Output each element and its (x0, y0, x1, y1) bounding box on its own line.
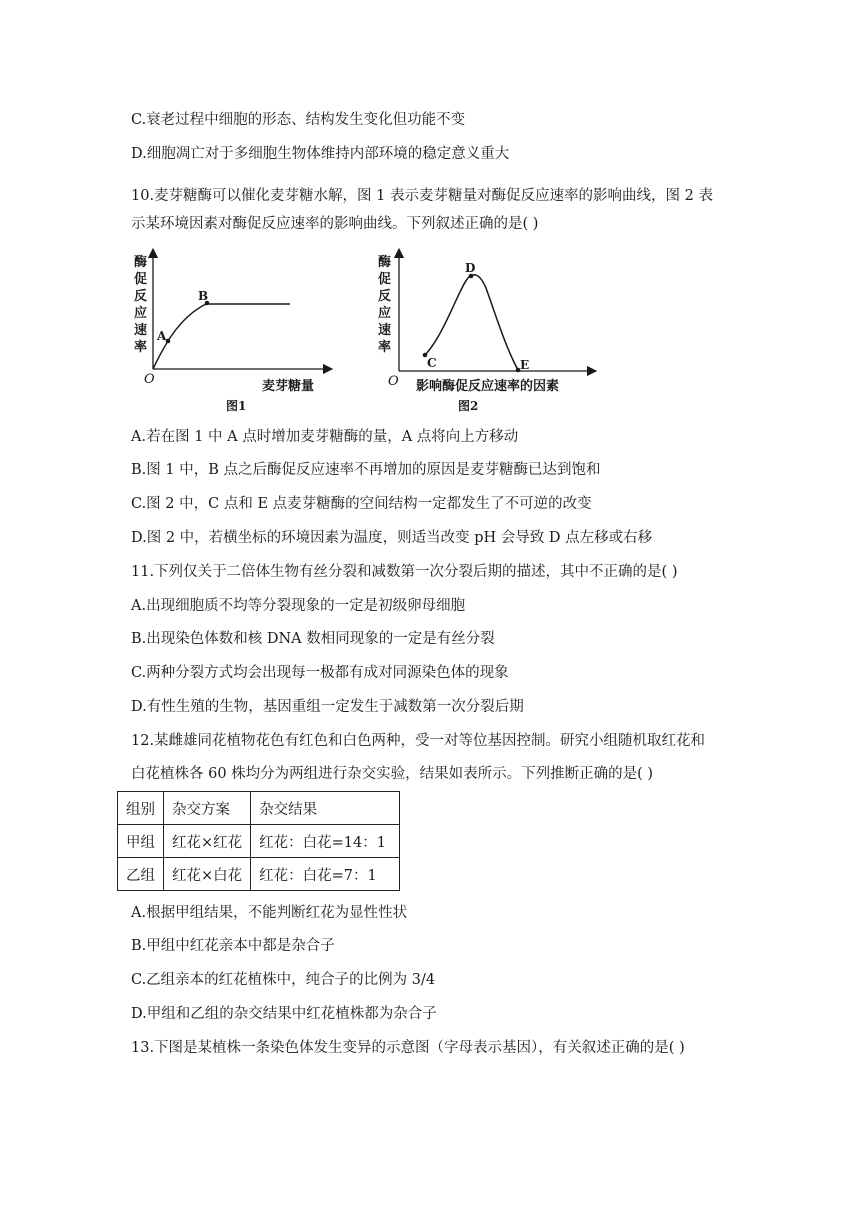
q10-option-a: A.若在图 1 中 A 点时增加麦芽糖酶的量，A 点将向上方移动 (131, 429, 519, 445)
fig1-origin: O (144, 372, 155, 387)
table-row (118, 858, 400, 891)
q11-option-b: B.出现染色体数和核 DNA 数相同现象的一定是有丝分裂 (131, 631, 495, 647)
table-header-row (118, 792, 400, 825)
fig2-x-axis-label: 影响酶促反应速率的因素 (416, 379, 560, 394)
table-cell: 乙组 (118, 858, 164, 891)
q10-option-c: C.图 2 中，C 点和 E 点麦芽糖酶的空间结构一定都发生了不可逆的改变 (131, 496, 592, 512)
fig2-curve (424, 275, 518, 370)
fig1-caption: 图1 (226, 399, 247, 413)
figure-2 (374, 248, 609, 418)
fig1-x-axis-label: 麦芽糖量 (262, 379, 315, 394)
fig1-y-axis-label (134, 254, 147, 355)
table-header-cell: 组别 (118, 792, 164, 825)
fig2-ylabel-char: 速 (378, 323, 392, 338)
table-row (118, 825, 400, 858)
cross-results-table (117, 791, 400, 891)
fig1-ylabel-char: 促 (134, 272, 148, 287)
table-cell: 红花×白花 (164, 858, 251, 891)
fig1-label-b: B (198, 289, 209, 303)
table-cell: 红花：白花=14：1 (251, 825, 400, 858)
q10-option-d: D.图 2 中，若横坐标的环境因素为温度，则适当改变 pH 会导致 D 点左移或右移 (131, 530, 653, 546)
fig2-ylabel-char: 酶 (378, 255, 392, 270)
fig2-ylabel-char: 反 (378, 289, 392, 304)
q12-stem-line1: 12.某雌雄同花植物花色有红色和白色两种，受一对等位基因控制。研究小组随机取红花和 (131, 733, 706, 749)
fig2-label-c: C (427, 356, 437, 370)
fig2-label-e: E (520, 358, 530, 372)
q13-stem: 13.下图是某植株一条染色体发生变异的示意图（字母表示基因），有关叙述正确的是( ) (131, 1040, 685, 1056)
q12-option-d: D.甲组和乙组的杂交结果中红花植株都为杂合子 (131, 1006, 437, 1022)
q10-stem-line1: 10.麦芽糖酶可以催化麦芽糖水解，图 1 表示麦芽糖量对酶促反应速率的影响曲线，图 2 表 (131, 188, 713, 204)
table-cell: 甲组 (118, 825, 164, 858)
fig2-ylabel-char: 应 (378, 306, 392, 321)
q12-option-a: A.根据甲组结果，不能判断红花为显性性状 (131, 905, 408, 921)
fig1-ylabel-char: 应 (134, 306, 148, 321)
fig1-curve (153, 304, 290, 369)
fig1-label-a: A (157, 329, 167, 343)
q9-option-c: C.衰老过程中细胞的形态、结构发生变化但功能不变 (131, 112, 466, 128)
table-header-cell: 杂交方案 (164, 792, 251, 825)
table-cell: 红花×红花 (164, 825, 251, 858)
fig2-y-axis-label (378, 254, 391, 355)
fig2-ylabel-char: 促 (378, 272, 392, 287)
q11-stem: 11.下列仅关于二倍体生物有丝分裂和减数第一次分裂后期的描述，其中不正确的是( ) (131, 564, 678, 580)
figure-1 (128, 248, 343, 418)
fig2-origin: O (388, 374, 399, 389)
fig1-point-a (166, 339, 171, 344)
q12-stem-line2: 白花植株各 60 株均分为两组进行杂交实验，结果如表所示。下列推断正确的是( ) (131, 766, 654, 782)
q12-option-c: C.乙组亲本的红花植株中，纯合子的比例为 3/4 (131, 972, 436, 988)
fig1-ylabel-char: 速 (134, 323, 148, 338)
q10-option-b: B.图 1 中，B 点之后酶促反应速率不再增加的原因是麦芽糖酶已达到饱和 (131, 462, 601, 478)
q11-option-a: A.出现细胞质不均等分裂现象的一定是初级卵母细胞 (131, 598, 466, 614)
fig2-ylabel-char: 率 (378, 340, 392, 355)
table-cell: 红花：白花=7：1 (251, 858, 400, 891)
q12-option-b: B.甲组中红花亲本中都是杂合子 (131, 938, 335, 954)
fig1-ylabel-char: 反 (134, 289, 148, 304)
table-header-cell: 杂交结果 (251, 792, 400, 825)
q9-option-d: D.细胞凋亡对于多细胞生物体维持内部环境的稳定意义重大 (131, 146, 510, 162)
fig2-label-d: D (465, 261, 476, 275)
fig1-ylabel-char: 率 (134, 340, 148, 355)
q10-stem-line2: 示某环境因素对酶促反应速率的影响曲线。下列叙述正确的是( ) (131, 216, 539, 232)
fig1-ylabel-char: 酶 (134, 255, 148, 270)
fig2-caption: 图2 (458, 399, 479, 413)
q11-option-d: D.有性生殖的生物，基因重组一定发生于减数第一次分裂后期 (131, 699, 524, 715)
q11-option-c: C.两种分裂方式均会出现每一极都有成对同源染色体的现象 (131, 665, 509, 681)
